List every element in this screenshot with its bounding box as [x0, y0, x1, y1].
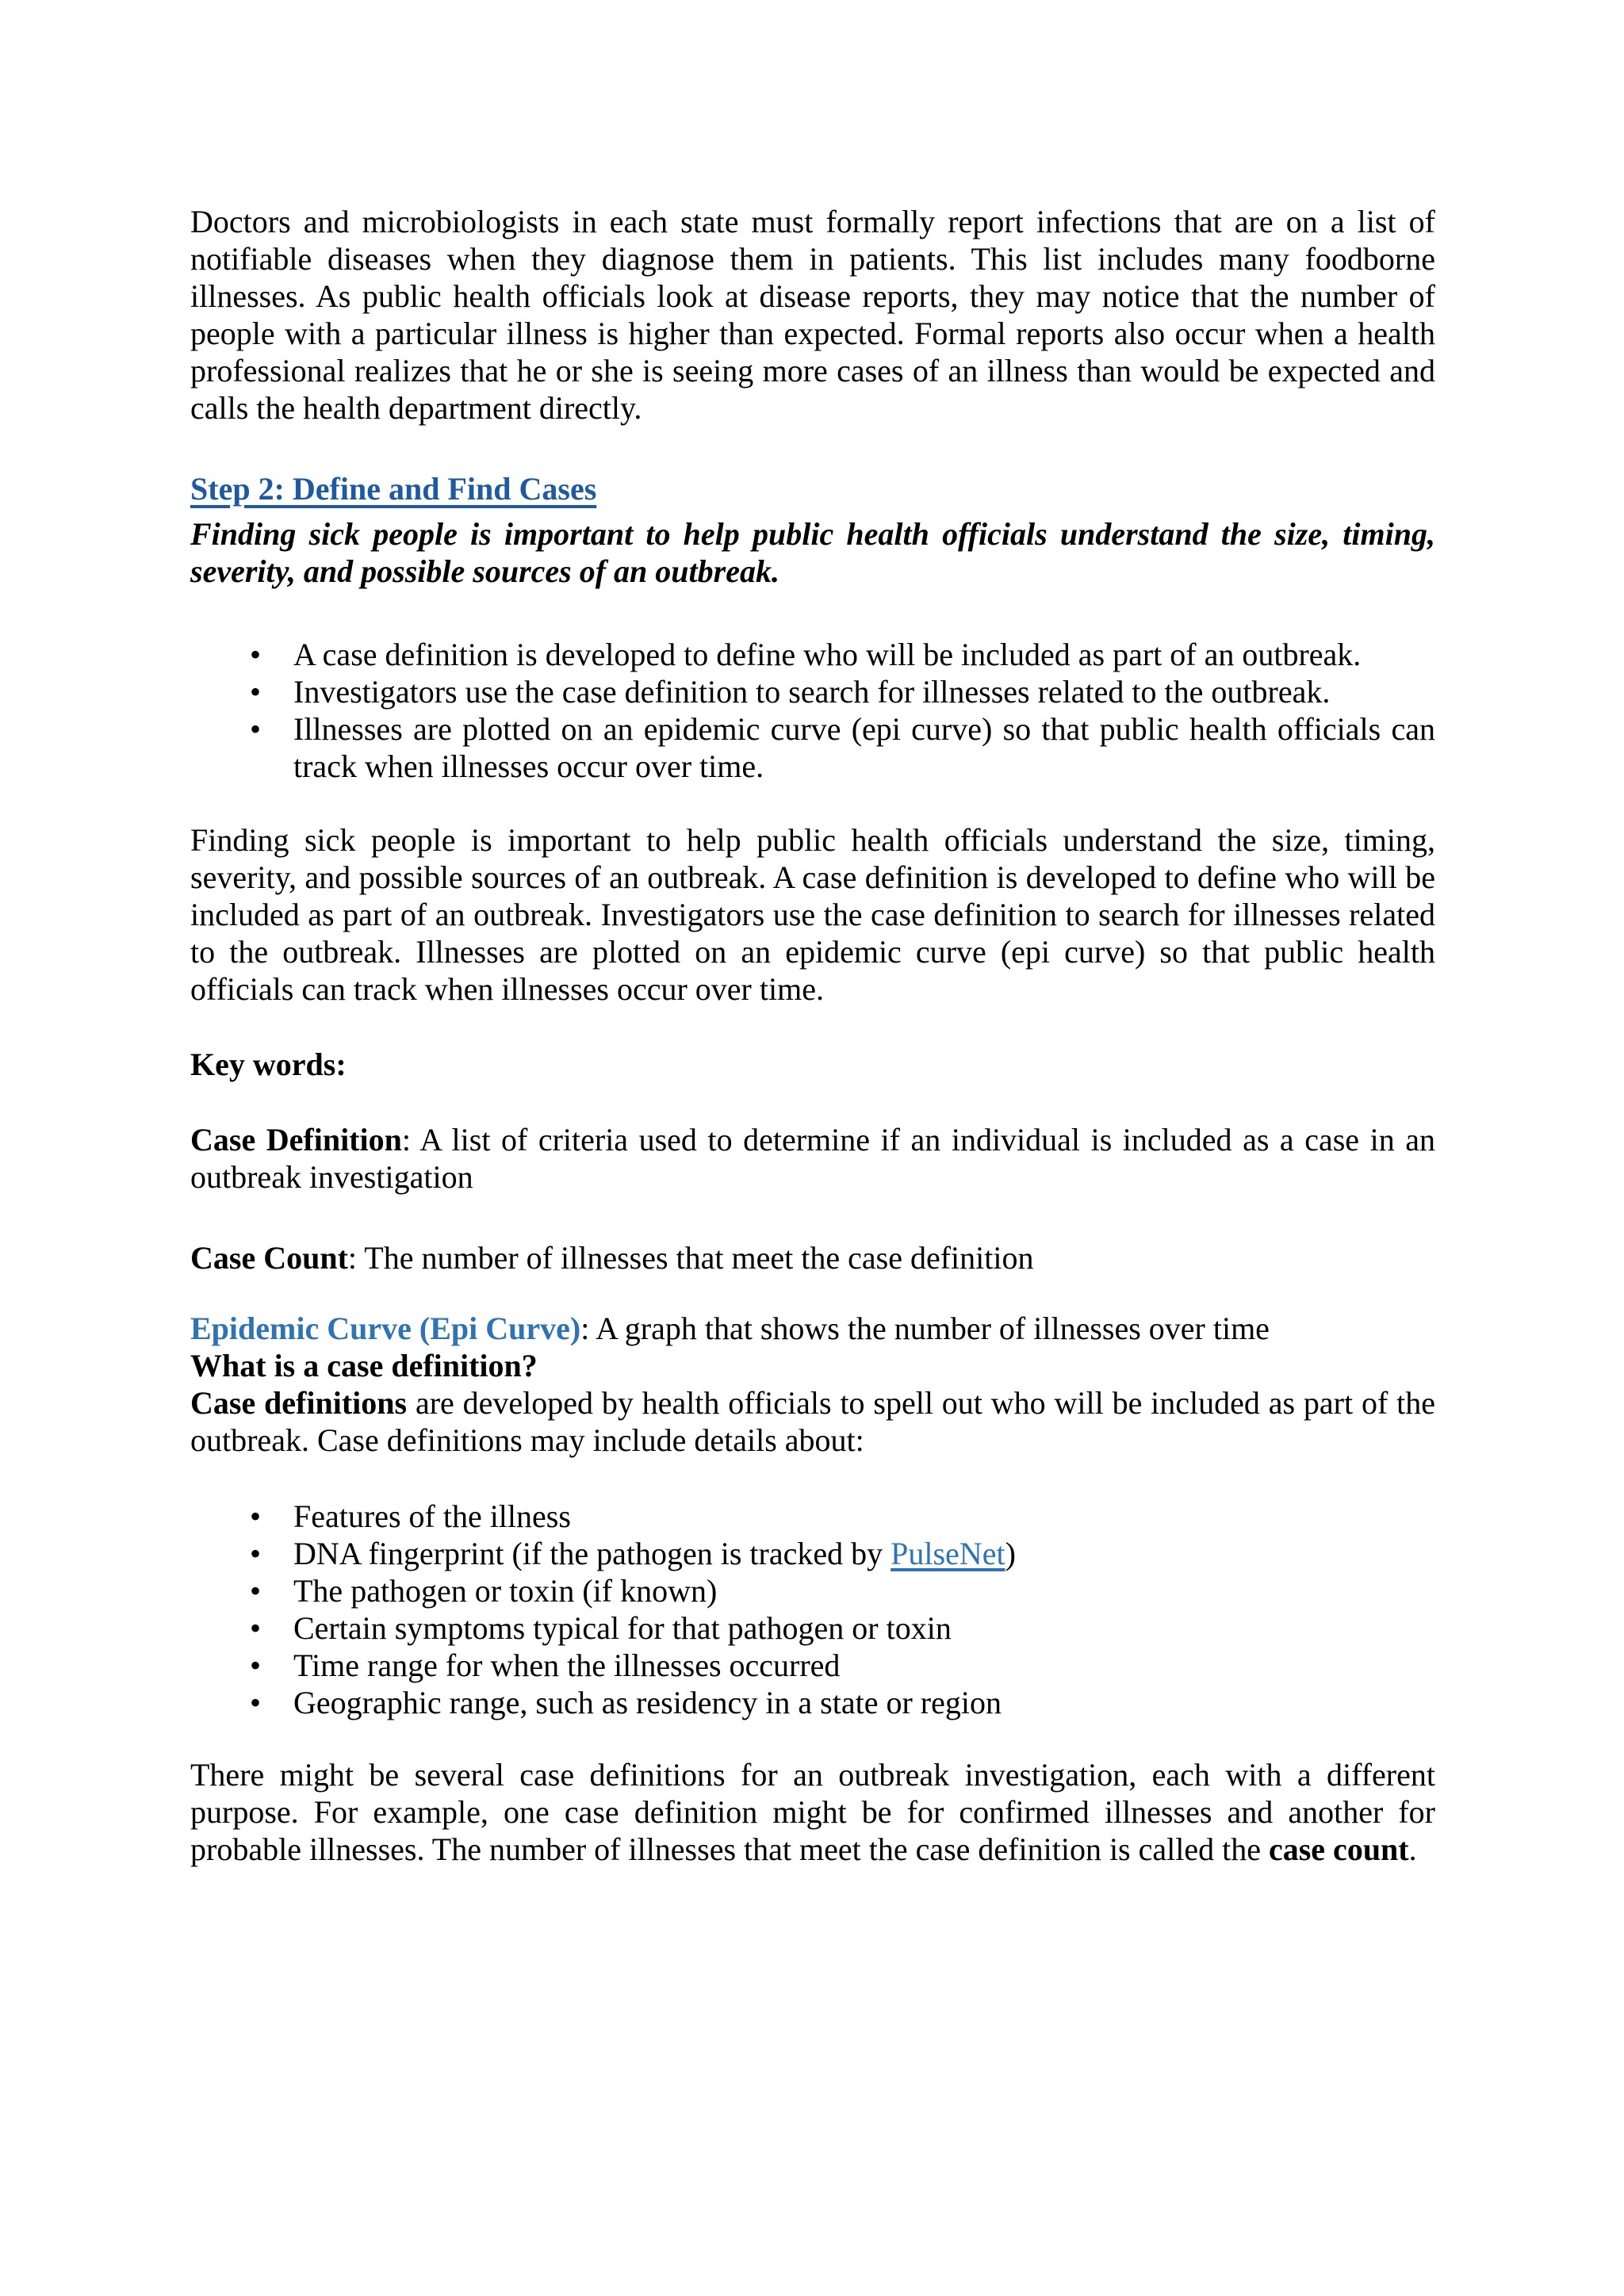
- definition-epidemic-curve: [190, 1310, 1435, 1347]
- document-body: [190, 203, 1435, 1868]
- term-case-definition: Case Definition: [190, 1122, 402, 1158]
- case-definition-details-list: [190, 1498, 1435, 1721]
- list-item: [190, 1647, 1435, 1684]
- bullet-marker: •: [250, 1647, 262, 1683]
- case-definition-bullet-list: [190, 636, 1435, 785]
- bullet-marker: •: [250, 1610, 262, 1646]
- bullet-marker: •: [250, 1536, 262, 1571]
- case-count-bold: case count: [1268, 1831, 1409, 1867]
- paragraph-reporting-infections: Doctors and microbiologists in each state must formally report infections that are on a list of notifiable diseases when they diagnose them in patients. This list includes many foodborne illnesses. As public health officials look at disease reports, they may notice that the number of people with a particular illness is higher than expected. Formal reports also occur when a health professional realizes that he or she is seeing more cases of an illness than would be expected and calls the health department directly.: [190, 204, 1435, 426]
- list-item: [190, 710, 1435, 785]
- list-item-text: Geographic range, such as residency in a state or region: [293, 1685, 1002, 1720]
- pulsenet-link[interactable]: PulseNet: [891, 1536, 1005, 1571]
- bullet-marker: •: [250, 1685, 262, 1720]
- definition-epidemic-curve-text: : A graph that shows the number of illnesses over time: [580, 1311, 1270, 1346]
- list-item: [190, 1609, 1435, 1647]
- bullet-marker: •: [250, 1573, 262, 1609]
- list-item-text: Illnesses are plotted on an epidemic curve (epi curve) so that public health officials can track when illnesses occur over time.: [293, 711, 1435, 784]
- definition-case-definition-text: : A list of criteria used to determine if an individual is included as a case in an outbreak investigation: [190, 1122, 1435, 1195]
- list-item: [190, 1535, 1435, 1572]
- list-item-text: Time range for when the illnesses occurred: [293, 1647, 841, 1683]
- definition-case-definition: [190, 1121, 1435, 1196]
- list-item: [190, 636, 1435, 673]
- list-item-text: Investigators use the case definition to search for illnesses related to the outbreak.: [293, 674, 1331, 710]
- term-case-count: Case Count: [190, 1240, 348, 1276]
- bullet-marker: •: [250, 1498, 262, 1534]
- step2-lead-paragraph: Finding sick people is important to help public health officials understand the size, timing, severity, and possible sources of an outbreak.: [190, 516, 1435, 589]
- list-item: [190, 1572, 1435, 1609]
- definition-case-count-text: : The number of illnesses that meet the case definition: [347, 1240, 1034, 1276]
- key-words-label: Key words:: [190, 1047, 347, 1082]
- step2-heading: [190, 470, 1435, 507]
- bullet-marker: •: [250, 674, 262, 710]
- list-item-text: Features of the illness: [293, 1498, 571, 1534]
- list-item-text: The pathogen or toxin (if known): [293, 1573, 718, 1609]
- bullet-marker: •: [250, 711, 262, 747]
- case-definitions-lead: Case definitions: [190, 1385, 408, 1421]
- paragraph-finding-sick-people: Finding sick people is important to help public health officials understand the size, timing, severity, and possible sources of an outbreak. A case definition is developed to define who will be included as part of an outbreak. Investigators use the case definition to search for illnesses related to the outbreak. Illnesses are plotted on an epidemic curve (epi curve) so that public health officials can track when illnesses occur over time.: [190, 822, 1435, 1007]
- definition-case-count: [190, 1239, 1435, 1276]
- list-item-text: DNA fingerprint (if the pathogen is tracked by PulseNet): [293, 1536, 1016, 1571]
- term-epidemic-curve: Epidemic Curve (Epi Curve): [190, 1311, 581, 1346]
- paragraph-several-definitions: [190, 1756, 1435, 1868]
- list-item-text: Certain symptoms typical for that pathogen or toxin: [293, 1610, 952, 1646]
- step2-heading-link[interactable]: Step 2: Define and Find Cases: [190, 471, 597, 507]
- list-item: [190, 673, 1435, 710]
- several-definitions-text: There might be several case definitions for an outbreak investigation, each with a different purpose. For example, one case definition might be for confirmed illnesses and another for probable illnesses. The number of illnesses that meet the case definition is called the: [190, 1757, 1435, 1867]
- list-item: [190, 1684, 1435, 1721]
- list-item: [190, 1498, 1435, 1535]
- case-definitions-text: are developed by health officials to spell out who will be included as part of the outbreak. Case definitions may include details about:: [190, 1385, 1435, 1458]
- paragraph-case-definitions: [190, 1384, 1435, 1459]
- list-item-text: A case definition is developed to define who will be included as part of an outbreak.: [293, 637, 1362, 672]
- several-definitions-end: .: [1408, 1831, 1417, 1867]
- bullet-marker: •: [250, 637, 262, 672]
- what-is-case-definition-heading: What is a case definition?: [190, 1348, 538, 1383]
